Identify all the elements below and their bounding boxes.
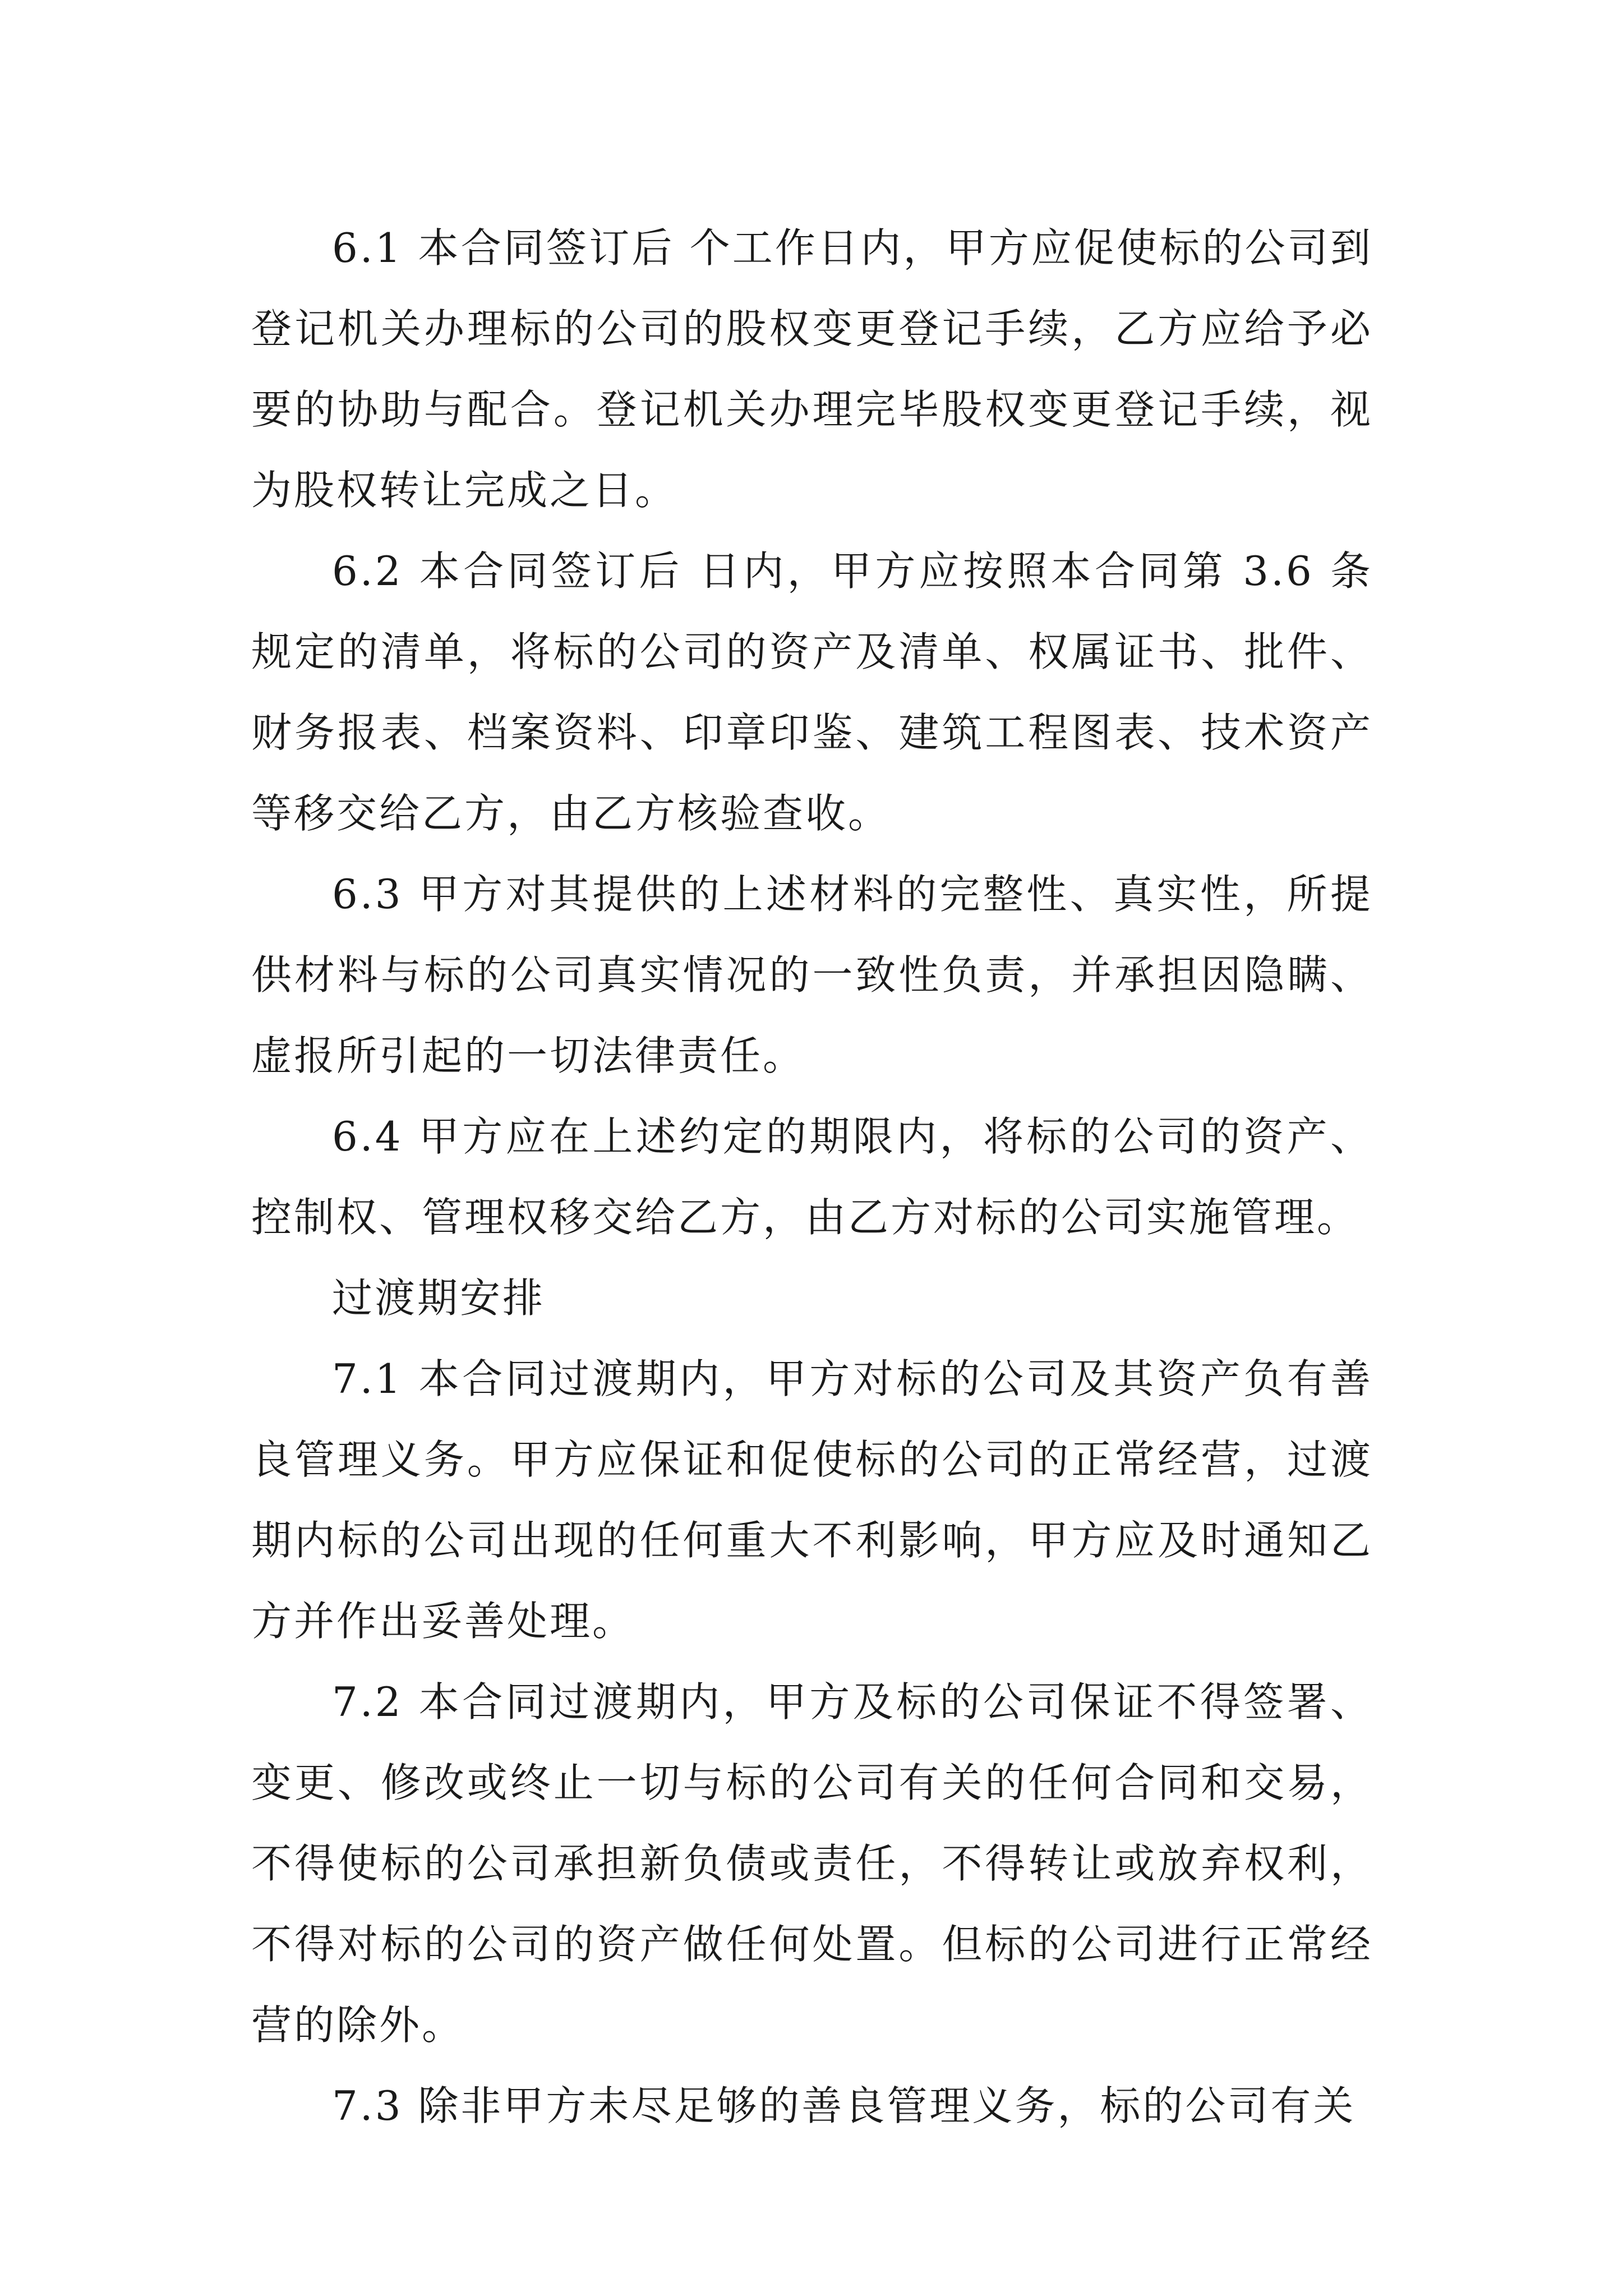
contract-body xyxy=(251,208,1373,2146)
clause-6-4: 6.4 甲方应在上述约定的期限内，将标的公司的资产、控制权、管理权移交给乙方，由乙方对标的公司实施管理。 xyxy=(251,1113,1373,1241)
clause-6-2: 6.2 本合同签订后 日内，甲方应按照本合同第 3.6 条规定的清单，将标的公司的资产及清单、权属证书、批件、财务报表、档案资料、印章印鉴、建筑工程图表、技术资产等移交给乙方，由乙方核验查收。 xyxy=(251,547,1373,837)
clause-7-3: 7.3 除非甲方未尽足够的善良管理义务，标的公司有关 xyxy=(332,2082,1356,2129)
clause-7-1: 7.1 本合同过渡期内，甲方对标的公司及其资产负有善良管理义务。甲方应保证和促使标的公司的正常经营，过渡期内标的公司出现的任何重大不利影响，甲方应及时通知乙方并作出妥善处理。 xyxy=(251,1355,1373,1645)
clause-7-2: 7.2 本合同过渡期内，甲方及标的公司保证不得签署、变更、修改或终止一切与标的公司有关的任何合同和交易，不得使标的公司承担新负债或责任，不得转让或放弃权利，不得对标的公司的资产做任何处置。但标的公司进行正常经营的除外。 xyxy=(251,1678,1373,2049)
section-heading-transition-period: 过渡期安排 xyxy=(332,1274,546,1322)
clause-6-3: 6.3 甲方对其提供的上述材料的完整性、真实性，所提供材料与标的公司真实情况的一致性负责，并承担因隐瞒、虚报所引起的一切法律责任。 xyxy=(251,871,1373,1079)
clause-6-1: 6.1 本合同签订后 个工作日内，甲方应促使标的公司到登记机关办理标的公司的股权变更登记手续，乙方应给予必要的协助与配合。登记机关办理完毕股权变更登记手续，视为股权转让完成之日。 xyxy=(251,224,1373,514)
